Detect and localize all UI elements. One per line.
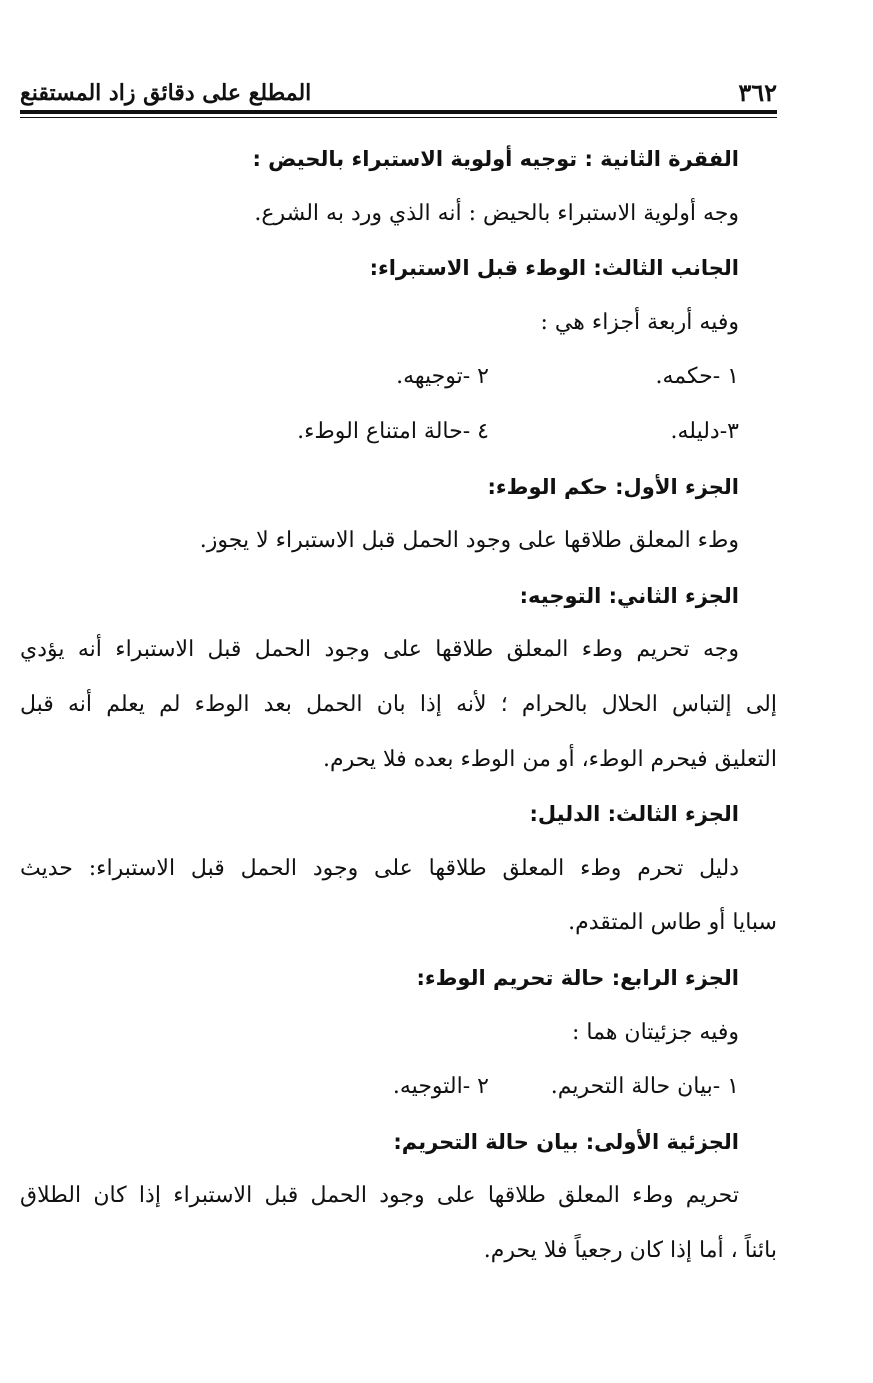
- section-heading: الجانب الثالث: الوطء قبل الاستبراء:: [369, 256, 739, 281]
- section-heading: الجزء الأول: حكم الوطء:: [487, 474, 739, 499]
- paragraph-line: سبايا أو طاس المتقدم.: [568, 910, 777, 936]
- paragraph-line: وفيه جزئيتان هما :: [572, 1019, 739, 1045]
- running-header: [20, 72, 777, 110]
- section-heading: الجزء الرابع: حالة تحريم الوطء:: [416, 965, 739, 990]
- paragraph-line: وجه أولوية الاستبراء بالحيض : أنه الذي ورد به الشرع.: [254, 200, 739, 226]
- header-rule-thick: [20, 110, 777, 114]
- list-item: ١ -حكمه.: [655, 364, 739, 390]
- book-page: [20, 72, 777, 1362]
- paragraph-line: وفيه أربعة أجزاء هي :: [540, 309, 739, 335]
- paragraph-line: التعليق فيحرم الوطء، أو من الوطء بعده فلا يحرم.: [322, 746, 777, 772]
- section-heading: الفقرة الثانية : توجيه أولوية الاستبراء بالحيض :: [252, 147, 739, 171]
- paragraph-line: تحريم وطء المعلق طلاقها على وجود الحمل قبل الاستبراء إذا كان الطلاق: [20, 1183, 739, 1209]
- enumerated-list-row: [20, 405, 777, 460]
- header-rule-thin: [20, 117, 777, 118]
- paragraph-line: وطء المعلق طلاقها على وجود الحمل قبل الاستبراء لا يجوز.: [199, 528, 739, 554]
- list-item: ١ -بيان حالة التحريم.: [550, 1074, 739, 1100]
- page-number: ٣٦٢: [738, 78, 777, 107]
- list-item: ٢ -التوجيه.: [392, 1074, 489, 1100]
- paragraph-line: دليل تحرم وطء المعلق طلاقها على وجود الحمل قبل الاستبراء: حديث: [20, 855, 739, 881]
- enumerated-list-row: [20, 350, 777, 405]
- paragraph-line: بائناً ، أما إذا كان رجعياً فلا يحرم.: [483, 1237, 777, 1263]
- list-item: ٤ -حالة امتناع الوطء.: [297, 418, 489, 444]
- paragraph-line: إلى إلتباس الحلال بالحرام ؛ لأنه إذا بان الحمل بعد الوطء لم يعلم أنه قبل: [20, 691, 777, 717]
- list-item: ٣-دليله.: [670, 418, 739, 444]
- book-title: المطلع على دقائق زاد المستقنع: [20, 80, 312, 106]
- page-body: [20, 132, 777, 1278]
- section-heading: الجزء الثالث: الدليل:: [529, 802, 739, 827]
- section-heading: الجزء الثاني: التوجيه:: [519, 583, 739, 608]
- section-heading: الجزئية الأولى: بيان حالة التحريم:: [393, 1129, 739, 1154]
- paragraph-line: وجه تحريم وطء المعلق طلاقها على وجود الحمل قبل الاستبراء أنه يؤدي: [20, 637, 739, 663]
- enumerated-list-row: [20, 1060, 777, 1115]
- list-item: ٢ -توجيهه.: [396, 364, 489, 390]
